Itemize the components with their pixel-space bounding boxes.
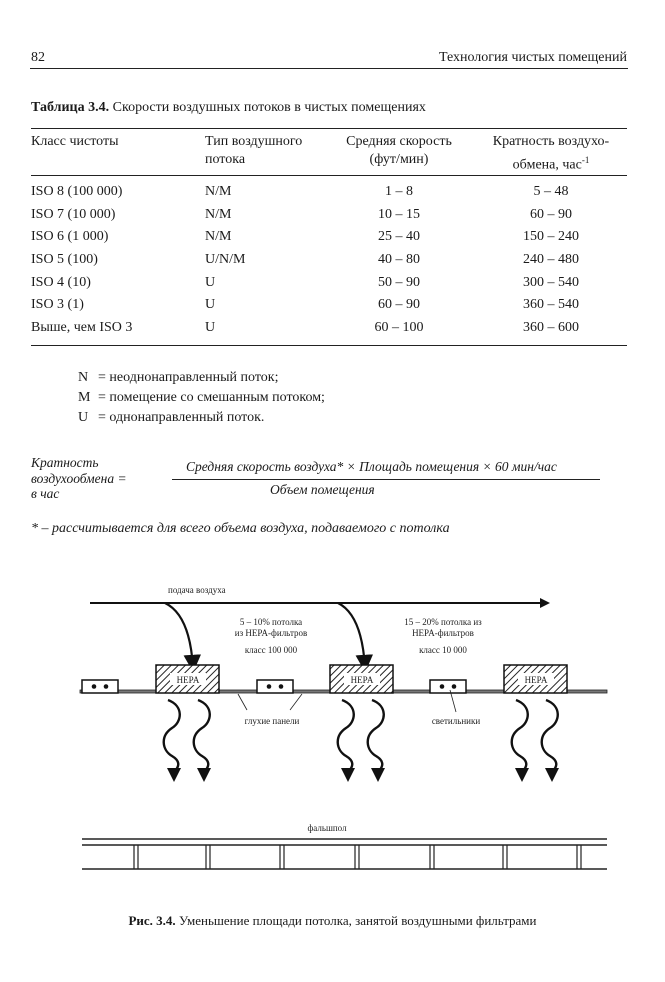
cell-air-changes: 60 – 90: [530, 206, 572, 222]
light-fixture: [82, 680, 118, 693]
figure-caption-text: Уменьшение площади потолка, занятой воздушными фильтрами: [175, 913, 537, 928]
cell-class: ISO 3 (1): [31, 297, 84, 313]
table-caption-text: Скорости воздушных потоков в чистых помещениях: [109, 100, 426, 115]
cell-velocity: 50 – 90: [378, 274, 420, 290]
cell-velocity: 60 – 90: [378, 297, 420, 313]
raised-floor: [82, 839, 607, 869]
cell-class: Выше, чем ISO 3: [31, 319, 133, 335]
cell-air-changes: 300 – 540: [523, 274, 579, 290]
zone2-coverage-label: 15 – 20% потолка из: [404, 617, 482, 627]
cell-air-changes: 360 – 600: [523, 319, 579, 335]
cell-class: ISO 5 (100): [31, 252, 98, 268]
ceiling-diagram: [0, 560, 665, 900]
formula-denominator: Объем помещения: [270, 482, 375, 497]
cell-air-changes: 360 – 540: [523, 297, 579, 313]
airflow-wave-arrow: [368, 700, 385, 782]
airflow-wave-arrow: [512, 700, 529, 782]
legend-item: U = однонаправленный поток.: [78, 410, 265, 425]
table-header-row: [31, 133, 627, 175]
light-fixture: [257, 680, 293, 693]
table-row: [31, 294, 627, 317]
figure-caption: [0, 913, 665, 929]
svg-text:HEPA: HEPA: [176, 675, 200, 685]
column-header-flow-type: Тип воздушного потока: [205, 134, 303, 167]
cell-class: ISO 7 (10 000): [31, 206, 116, 222]
light-fixture: [430, 680, 466, 693]
cell-class: ISO 8 (100 000): [31, 184, 123, 200]
zone1-class-label: класс 100 000: [244, 645, 298, 655]
hepa-filter: [156, 665, 219, 693]
raised-floor-label: фальшпол: [307, 823, 347, 833]
table-body: [31, 175, 627, 339]
cell-velocity: 40 – 80: [378, 252, 420, 268]
figure-caption-label: Рис. 3.4.: [128, 913, 176, 928]
table-row: [31, 175, 627, 204]
hepa-filter: [504, 665, 567, 693]
airflow-table: [31, 133, 627, 339]
cell-air-changes: 150 – 240: [523, 229, 579, 245]
cell-class: ISO 4 (10): [31, 274, 91, 290]
cell-velocity: 25 – 40: [378, 229, 420, 245]
zone2-class-label: класс 10 000: [419, 645, 467, 655]
flow-type-legend: [78, 368, 325, 428]
airflow-wave-arrow: [194, 700, 211, 782]
formula-lhs: Кратность воздухообмена = в час: [31, 455, 127, 501]
table-row: [31, 249, 627, 272]
blank-panels-label: глухие панели: [244, 716, 300, 726]
callout-line: [290, 694, 302, 710]
legend-item: N = неоднонаправленный поток;: [78, 370, 279, 385]
table-row: [31, 317, 627, 340]
formula-fraction-bar: [172, 479, 600, 480]
table-top-rule: [31, 128, 627, 129]
cell-velocity: 60 – 100: [374, 319, 424, 335]
airflow-wave-arrow: [338, 700, 355, 782]
supply-branch-arrow: [165, 603, 193, 668]
column-header-class: Класс чистоты: [31, 134, 119, 149]
table-caption-label: Таблица 3.4.: [31, 100, 110, 115]
cell-flow-type: U: [205, 297, 216, 313]
supply-arrow-head-icon: [540, 598, 550, 608]
cell-flow-type: N/M: [205, 229, 232, 245]
zone1-coverage-label2: из HEPA-фильтров: [234, 628, 308, 638]
svg-text:HEPA: HEPA: [524, 675, 548, 685]
supply-air-label: подача воздуха: [168, 585, 226, 595]
cell-flow-type: N/M: [205, 206, 232, 222]
footnote: * – рассчитывается для всего объема воздуха, подаваемого с потолка: [31, 521, 450, 536]
column-header-air-changes: Кратность воздухо- обмена, час$^{-1}$: [492, 134, 610, 173]
cell-flow-type: U: [205, 274, 216, 290]
cell-class: ISO 6 (1 000): [31, 229, 109, 245]
cell-flow-type: N/M: [205, 184, 232, 200]
callout-line: [238, 694, 247, 710]
table-row: [31, 204, 627, 227]
airflow-wave-arrow: [164, 700, 181, 782]
airflow-wave-arrow: [542, 700, 559, 782]
table-caption: [31, 100, 426, 116]
column-header-velocity: Средняя скорость (фут/мин): [346, 134, 452, 167]
cell-air-changes: 5 – 48: [533, 184, 569, 200]
cell-air-changes: 240 – 480: [523, 252, 579, 268]
zone2-coverage-label2: HEPA-фильтров: [412, 628, 474, 638]
hepa-filter: [330, 665, 393, 693]
table-row: [31, 271, 627, 294]
running-title: Технология чистых помещений: [438, 50, 627, 65]
svg-text:HEPA: HEPA: [350, 675, 374, 685]
cell-velocity: 10 – 15: [378, 206, 420, 222]
cell-flow-type: U: [205, 319, 216, 335]
cell-flow-type: U/N/M: [205, 252, 246, 268]
supply-branch-arrow: [338, 603, 365, 668]
legend-item: M = помещение со смешанным потоком;: [78, 390, 325, 405]
cell-velocity: 1 – 8: [385, 184, 413, 200]
header-rule: [30, 68, 628, 69]
table-bottom-rule: [31, 345, 627, 346]
lights-label: светильники: [431, 716, 481, 726]
formula-numerator: Средняя скорость воздуха* × Площадь помещения × 60 мин/час: [186, 459, 557, 474]
page-number: 82: [31, 50, 45, 65]
zone1-coverage-label: 5 – 10% потолка: [239, 617, 303, 627]
table-row: [31, 226, 627, 249]
